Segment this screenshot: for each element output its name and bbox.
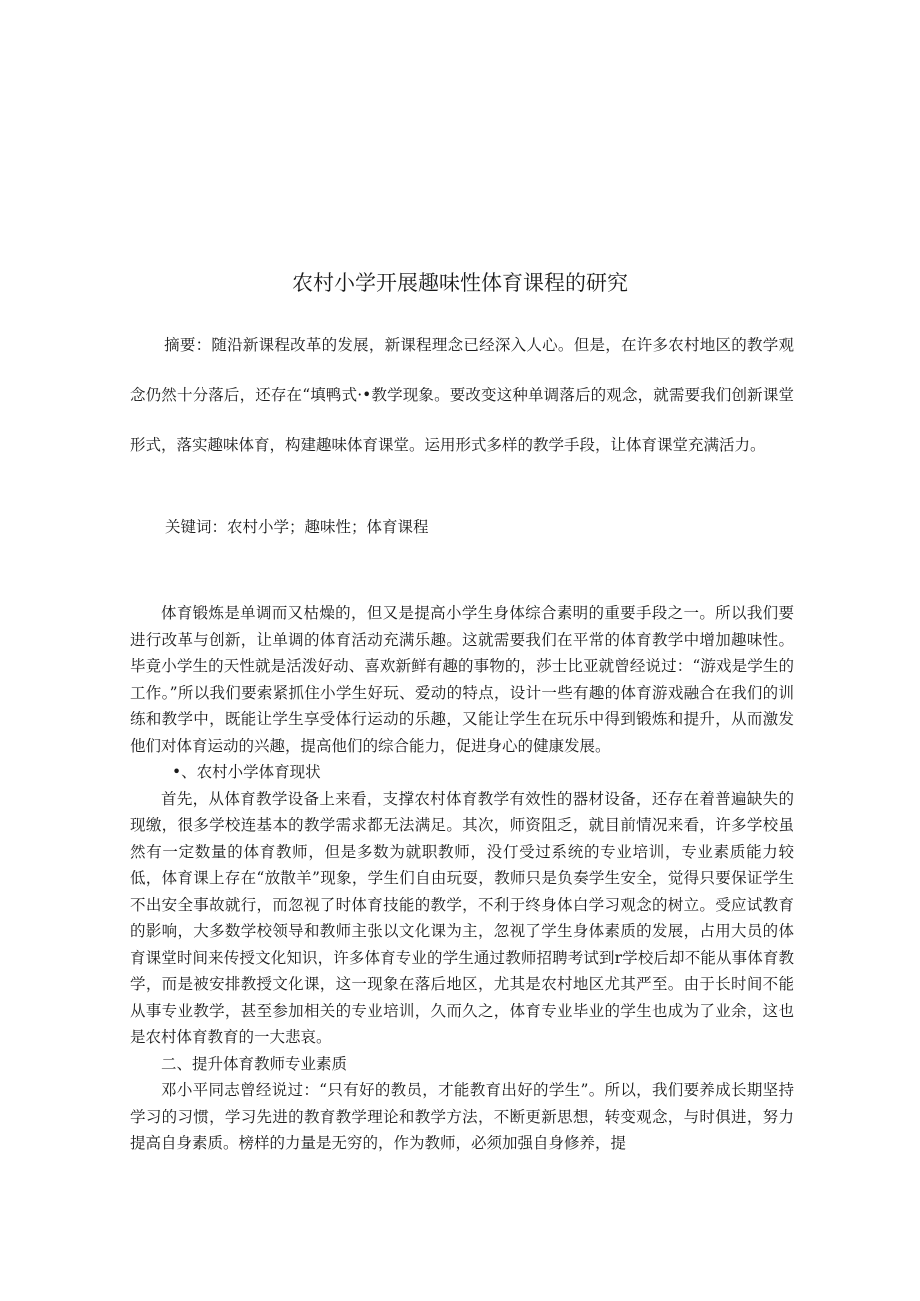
section-1-paragraph: 首先，从体育教学设备上来看，支撑农村体育教学有效性的器材设备，还存在着普遍缺失的现缴，很多学校连基本的教学需求都无法满足。其次，师资阻乏，就目前情况来看，许多学校虽然有一定数量的体育教师，但是多数为就职教师，没仃受过系统的专业培训，专业素质能力较低，体育课上存在“放散羊”现象，学生们自由玩耍，教师只是负奏学生安全，觉得只要保证学生不出安全事故就行，而忽视了时体育技能的教学，不利于终身体白学习观念的树立。受应试教育的影响，大多数学校领导和教师主张以文化课为主，忽视了学生身体素质的发展，占用大员的体育课堂时间来传授文化知识，许多体育专业的学生通过教师招聘考试到r学校后却不能从事体育教学，而是被安排教授文化课，这一现象在落后地区，尤其是农村地区尤其严至。由于长时间不能从事专业教学，甚至参加相关的专业培训，久而久之，体育专业毕业的学生也成为了业余，这也是农村体育教育的一大悲哀。 xyxy=(130,789,794,1046)
intro-paragraph: 体育锻炼是单调而又枯燥的，但又是提高小学生身体综合素明的重要手段之一。所以我们要进行改革与创新，让单调的体育活动充满乐趣。这就需要我们在平常的体育教学中增加趣味性。毕竟小学生的天性就是活泼好动、喜欢新鲜有趣的事物的，莎士比亚就曾经说过：“游戏是学生的工作。”所以我们要索紧抓住小学生好玩、爱动的特点，设计一些有趣的体育游戏融合在我们的训练和教学中，既能让学生享受体行运动的乐趣，又能让学生在玩乐中得到锻炼和提升，从而激发他们对体育运动的兴趣，提高他们的综合能力，促进身心的健康发展。 xyxy=(130,604,794,755)
section-heading-2: 二、提升体育教师专业素质 xyxy=(161,1054,348,1073)
keywords: 关键词：农村小学；趣味性；体育课程 xyxy=(165,518,429,536)
section-2-paragraph: 邓小平同志曾经说过：“只有好的教员，才能教育出好的学生”。所以，我们要养成长期坚持学习的习惯，学习先进的教育教学理论和教学方法，不断更新思想，转变观念，与时俱进，努力提高自身素质。榜样的力量是无穷的，作为教师，必须加强自身修养，提 xyxy=(130,1081,794,1152)
abstract xyxy=(130,320,794,470)
abstract-text: 摘要：随沿新课程改革的发展，新课程理念已经深入人心。但是，在许多农村地区的教学观念仍然十分落后，还存在“填鸭式·•教学现象。要改变这种单调落后的观念，就需要我们创新课堂形式，落实趣味体育，构建趣味体育课堂。运用形式多样的教学手段，让体育课堂充满活力。 xyxy=(130,336,794,454)
section-heading-1: •、农村小学体育现状 xyxy=(172,763,321,781)
paper-title: 农村小学开展趣味性体育课程的研究 xyxy=(292,271,628,295)
body-text xyxy=(130,600,794,1157)
